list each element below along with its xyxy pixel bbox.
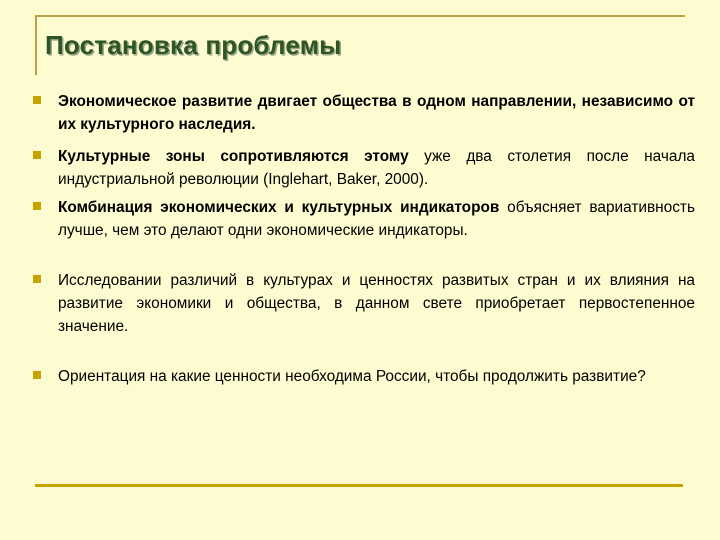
- square-bullet-icon: [33, 96, 41, 104]
- list-item: [30, 90, 695, 136]
- bullet-list: [30, 90, 695, 388]
- top-divider: [35, 15, 685, 17]
- list-item: [30, 365, 695, 388]
- square-bullet-icon: [33, 275, 41, 283]
- bullet-bold-text: Культурные зоны сопротивляются этому: [58, 148, 409, 165]
- bullet-text: Ориентация на какие ценности необходима России, чтобы продолжить развитие?: [58, 368, 646, 385]
- square-bullet-icon: [33, 202, 41, 210]
- list-item: [30, 196, 695, 242]
- title-left-divider: [35, 15, 37, 75]
- square-bullet-icon: [33, 371, 41, 379]
- square-bullet-icon: [33, 151, 41, 159]
- list-item: [30, 269, 695, 338]
- list-item: [30, 145, 695, 191]
- bullet-bold-text: Экономическое развитие двигает общества в одном направлении, независимо от их культурного наследия.: [58, 93, 695, 133]
- bullet-text: уже два столетия после начала индустриальной революции (Inglehart, Baker, 2000).: [58, 148, 695, 188]
- bottom-divider: [35, 484, 683, 487]
- bullet-text: объясняет вариативность лучше, чем это делают одни экономические индикаторы.: [58, 199, 695, 239]
- bullet-bold-text: Комбинация экономических и культурных индикаторов: [58, 199, 500, 216]
- slide-title: Постановка проблемы: [45, 30, 342, 60]
- bullet-text: Исследовании различий в культурах и ценностях развитых стран и их влияния на развитие экономики и общества, в данном свете приобретает первостепенное значение.: [58, 272, 695, 335]
